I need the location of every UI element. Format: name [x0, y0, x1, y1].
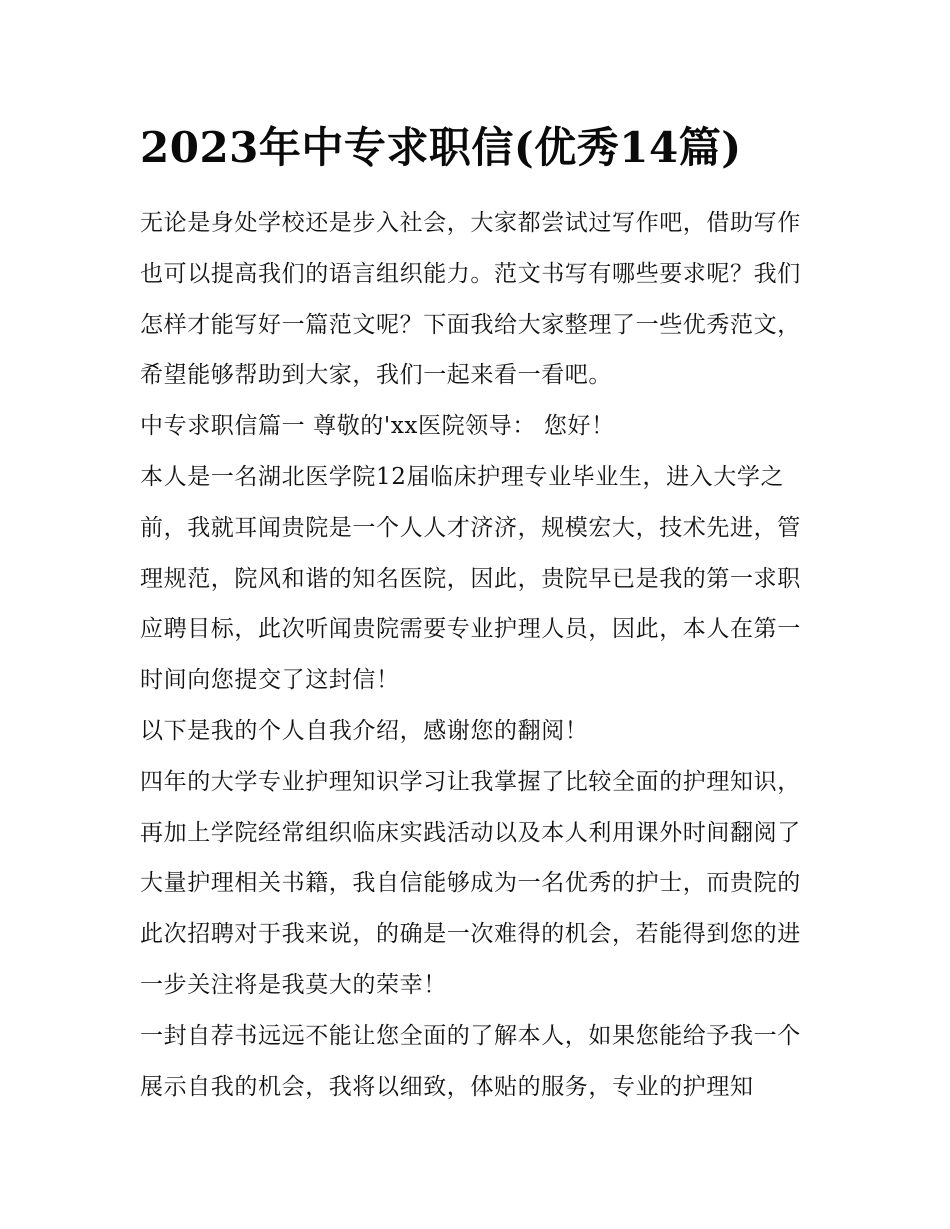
- paragraph-closing: 一封自荐书远远不能让您全面的了解本人，如果您能给予我一个展示自我的机会，我将以细致，体贴的服务，专业的护理知: [140, 1022, 801, 1100]
- paragraph-intro: 无论是身处学校还是步入社会，大家都尝试过写作吧，借助写作也可以提高我们的语言组织能力。范文书写有哪些要求呢？我们怎样才能写好一篇范文呢？下面我给大家整理了一些优秀范文，希望能够帮助到大家，我们一起来看一看吧。: [140, 210, 801, 389]
- paragraph-introduction-note: 以下是我的个人自我介绍，感谢您的翻阅！: [140, 717, 589, 744]
- paragraph-education: 四年的大学专业护理知识学习让我掌握了比较全面的护理知识，再加上学院经常组织临床实践活动以及本人利用课外时间翻阅了大量护理相关书籍，我自信能够成为一名优秀的护士，而贵院的此次招聘对于我来说，的确是一次难得的机会，若能得到您的进一步关注将是我莫大的荣幸！: [140, 768, 801, 998]
- paragraph-background: 本人是一名湖北医学院12届临床护理专业毕业生，进入大学之前，我就耳闻贵院是一个人人才济济，规模宏大，技术先进，管理规范，院风和谐的知名医院，因此，贵院早已是我的第一求职应聘目标，此次听闻贵院需要专业护理人员，因此，本人在第一时间向您提交了这封信！: [140, 463, 801, 694]
- document-title: 2023年中专求职信(优秀14篇): [140, 123, 742, 172]
- document-body: [140, 198, 812, 1112]
- paragraph-salutation: 中专求职信篇一 尊敬的'xx医院领导： 您好！: [140, 413, 615, 440]
